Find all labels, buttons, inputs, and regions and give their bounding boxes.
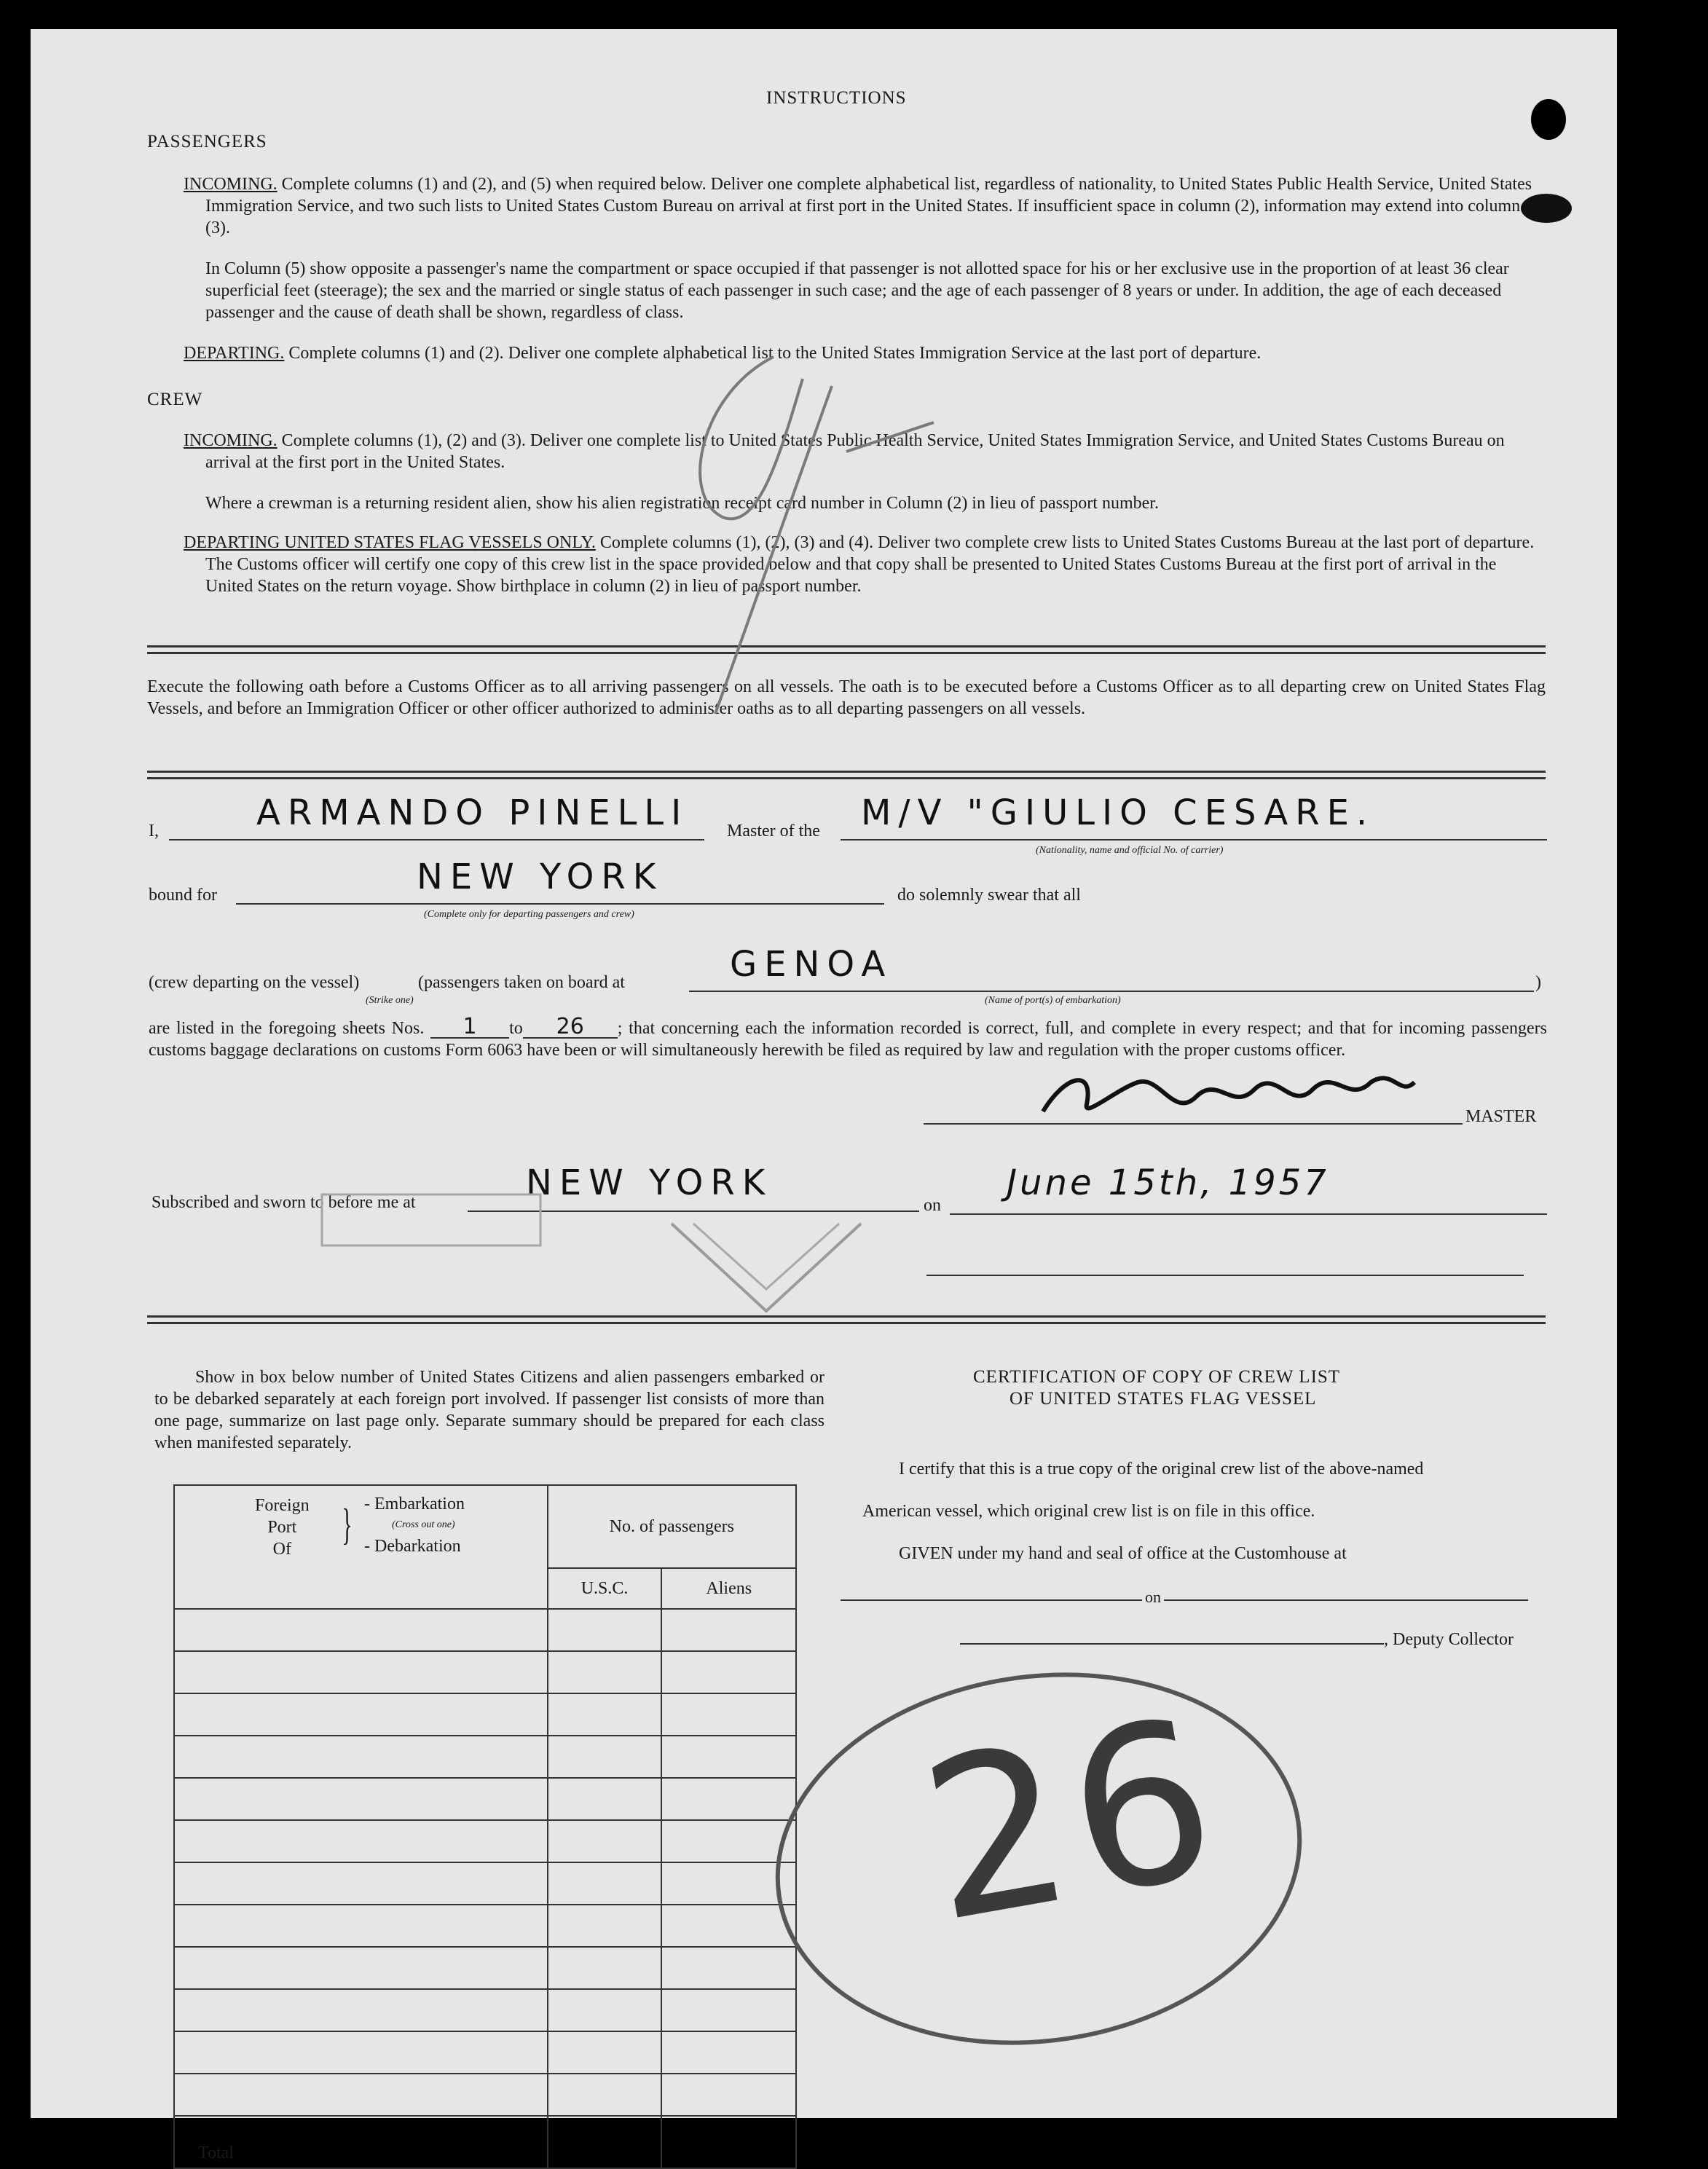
port-column-header: Foreign Port Of } - Embarkation (Cross out one) - Debarkation (174, 1485, 548, 1609)
master-label: MASTER (1465, 1107, 1537, 1126)
total-row (174, 2116, 796, 2168)
divider (147, 771, 1546, 779)
table-row (174, 1693, 796, 1736)
col-port-line2: Port (267, 1518, 297, 1537)
col-usc: U.S.C. (548, 1568, 662, 1609)
certification-title-line1: CERTIFICATION OF COPY OF CREW LIST (973, 1367, 1341, 1387)
table-row (174, 2074, 796, 2116)
sheet-to: 26 (523, 1017, 618, 1039)
table-row (174, 1862, 796, 1905)
crew-departing-label: DEPARTING UNITED STATES FLAG VESSELS ONLY. (184, 533, 596, 552)
oath-i-label: I, (149, 822, 159, 841)
passengers-departing-label: DEPARTING. (184, 344, 285, 363)
passengers-incoming-label: INCOMING. (184, 175, 278, 194)
table-row (174, 1609, 796, 1651)
table-row (174, 1905, 796, 1947)
date-value: June 15th, 1957 (1007, 1162, 1329, 1203)
col-passengers: No. of passengers (548, 1485, 796, 1568)
certification-text1: I certify that this is a true copy of the original crew list of the above-named (899, 1460, 1424, 1479)
master-of-label: Master of the (727, 822, 820, 841)
sheets-suffix: ; that concerning each the information recorded is correct, full, and complete in every respect; and that for incoming passengers customs baggage declarations on customs Form 6063 have been or will simultaneously herewith be filed as required by law and regulation with the proper customs officer. (149, 1019, 1547, 1060)
sheets-paragraph (149, 1014, 1547, 1061)
vessel-line (841, 839, 1547, 841)
passengers-taken-text: (passengers taken on board (418, 973, 608, 992)
passengers-taken-label (418, 972, 625, 993)
punch-hole (1531, 99, 1566, 140)
master-name-value: ARMANDO PINELLI (256, 792, 689, 833)
divider (147, 1315, 1546, 1324)
vessel-caption: (Nationality, name and official No. of carrier) (1036, 845, 1224, 856)
certification-title-line2: OF UNITED STATES FLAG VESSEL (1010, 1389, 1317, 1409)
close-paren: ) (1535, 973, 1541, 992)
subscribed-label: Subscribed and sworn to before me at (151, 1193, 416, 1212)
bound-caption: (Complete only for departing passengers and crew) (424, 909, 634, 920)
certification-text2: American vessel, which original crew list is on file in this office. (862, 1502, 1315, 1521)
pencil-mark (613, 335, 1021, 743)
official-signature-line (926, 1275, 1524, 1276)
customhouse-line (841, 1599, 1528, 1601)
table-row (174, 2031, 796, 2074)
crew-heading: CREW (147, 390, 203, 409)
swear-label: do solemnly swear that all (897, 886, 1081, 905)
passengers-column5-paragraph: In Column (5) show opposite a passenger's name the compartment or space occupied if that passenger is not allotted space for his or her exclusive use in the proportion of at least 36 clear superficial feet (steerage); the sex and the married or single status of each passenger in such case; and the age of each passenger of 8 years or under. In addition, the age of each deceased passenger and the cause of death shall be shown, regardless of class. (205, 259, 1509, 322)
port-line (689, 991, 1534, 992)
page-number-value: 26 (906, 1669, 1239, 1972)
customs-stamp (307, 1165, 905, 1340)
subscribed-place-value: NEW YORK (526, 1162, 773, 1203)
col-port-line3: Of (272, 1540, 291, 1559)
certification-text3: GIVEN under my hand and seal of office at the Customhouse at (899, 1544, 1347, 1563)
cross-out-caption: (Cross out one) (392, 1519, 455, 1530)
bound-for-label: bound for (149, 886, 217, 905)
deputy-collector-line (960, 1643, 1384, 1645)
at-label: at (607, 973, 625, 992)
certification-on-label: on (1142, 1586, 1164, 1608)
crew-departing-label: (crew departing on the vessel) (149, 973, 360, 992)
crew-resident-paragraph: Where a crewman is a returning resident alien, show his alien registration receipt card number in Column (2) in lieu of passport number. (205, 494, 1159, 513)
master-name-line (169, 839, 704, 841)
crew-departing-text: Complete columns (1), (2), (3) and (4). Deliver two complete crew lists to United States Customs Bureau at the last port of departure. The Customs officer will certify one copy of this crew list in the space provided below and that copy shall be presented to United States Customs Bureau at the first port of arrival in the United States on the return voyage. Show birthplace in column (2) in lieu of passport number. (205, 533, 1535, 596)
punch-hole (1521, 194, 1572, 223)
date-line (950, 1213, 1547, 1215)
port-value: GENOA (730, 944, 893, 985)
page-title: INSTRUCTIONS (766, 88, 907, 108)
col-port-line1: Foreign (255, 1496, 310, 1515)
table-row (174, 1989, 796, 2031)
debarkation-label: - Debarkation (364, 1537, 461, 1556)
col-aliens: Aliens (661, 1568, 796, 1609)
sheets-prefix: are listed in the foregoing sheets Nos. (149, 1019, 425, 1038)
crew-incoming-label: INCOMING. (184, 431, 278, 450)
table-header-row (174, 1485, 796, 1568)
deputy-collector-label: , Deputy Collector (1384, 1630, 1514, 1649)
vessel-value: M/V "GIULIO CESARE. (861, 792, 1375, 833)
total-label: Total (174, 2116, 548, 2168)
master-signature (1036, 1060, 1444, 1133)
oath-intro: Execute the following oath before a Customs Officer as to all arriving passengers on all vessels. The oath is to be executed before a Customs Officer as to all departing crew on United States Flag Vessels, and before an Immigration Officer or other officer authorized to administer oaths as to all departing passengers on all vessels. (147, 677, 1546, 718)
passengers-departing-text: Complete columns (1) and (2). Deliver one complete alphabetical list to the United States Immigration Service at the last port of departure. (284, 344, 1262, 363)
to-label: to (509, 1019, 523, 1038)
crew-incoming-text: Complete columns (1), (2) and (3). Deliver one complete list to United States Public Health Service, United States Immigration Service, and United States Customs Bureau on arrival at the first port in the United States. (205, 431, 1505, 472)
port-caption: (Name of port(s) of embarkation) (985, 995, 1121, 1006)
table-row (174, 1736, 796, 1778)
subscribed-on-label: on (924, 1196, 941, 1215)
document-page (31, 29, 1617, 2162)
passenger-summary-table (173, 1484, 797, 2169)
passengers-heading: PASSENGERS (147, 132, 267, 151)
embarkation-label: - Embarkation (364, 1495, 465, 1513)
table-row (174, 1947, 796, 1989)
table-row (174, 1651, 796, 1693)
table-row (174, 1820, 796, 1862)
summary-instructions: Show in box below number of United States Citizens and alien passengers embarked or to be debarked separately at each foreign port involved. If passenger list consists of more than one page, summarize on last page only. Separate summary should be prepared for each class when manifested separately. (154, 1368, 825, 1452)
passengers-incoming-text: Complete columns (1) and (2), and (5) when required below. Deliver one complete alphabetical list, regardless of nationality, to United States Public Health Service, United States Immigration Service, and two such lists to United States Custom Bureau on arrival at first port in the United States. If insufficient space in column (2), information may extend into column (3). (205, 175, 1532, 237)
bound-for-line (236, 903, 884, 905)
strike-caption: (Strike one) (366, 995, 414, 1006)
passengers-incoming-paragraph (184, 173, 1538, 239)
sheet-from: 1 (430, 1017, 509, 1039)
table-row (174, 1778, 796, 1820)
bound-for-value: NEW YORK (417, 857, 664, 897)
